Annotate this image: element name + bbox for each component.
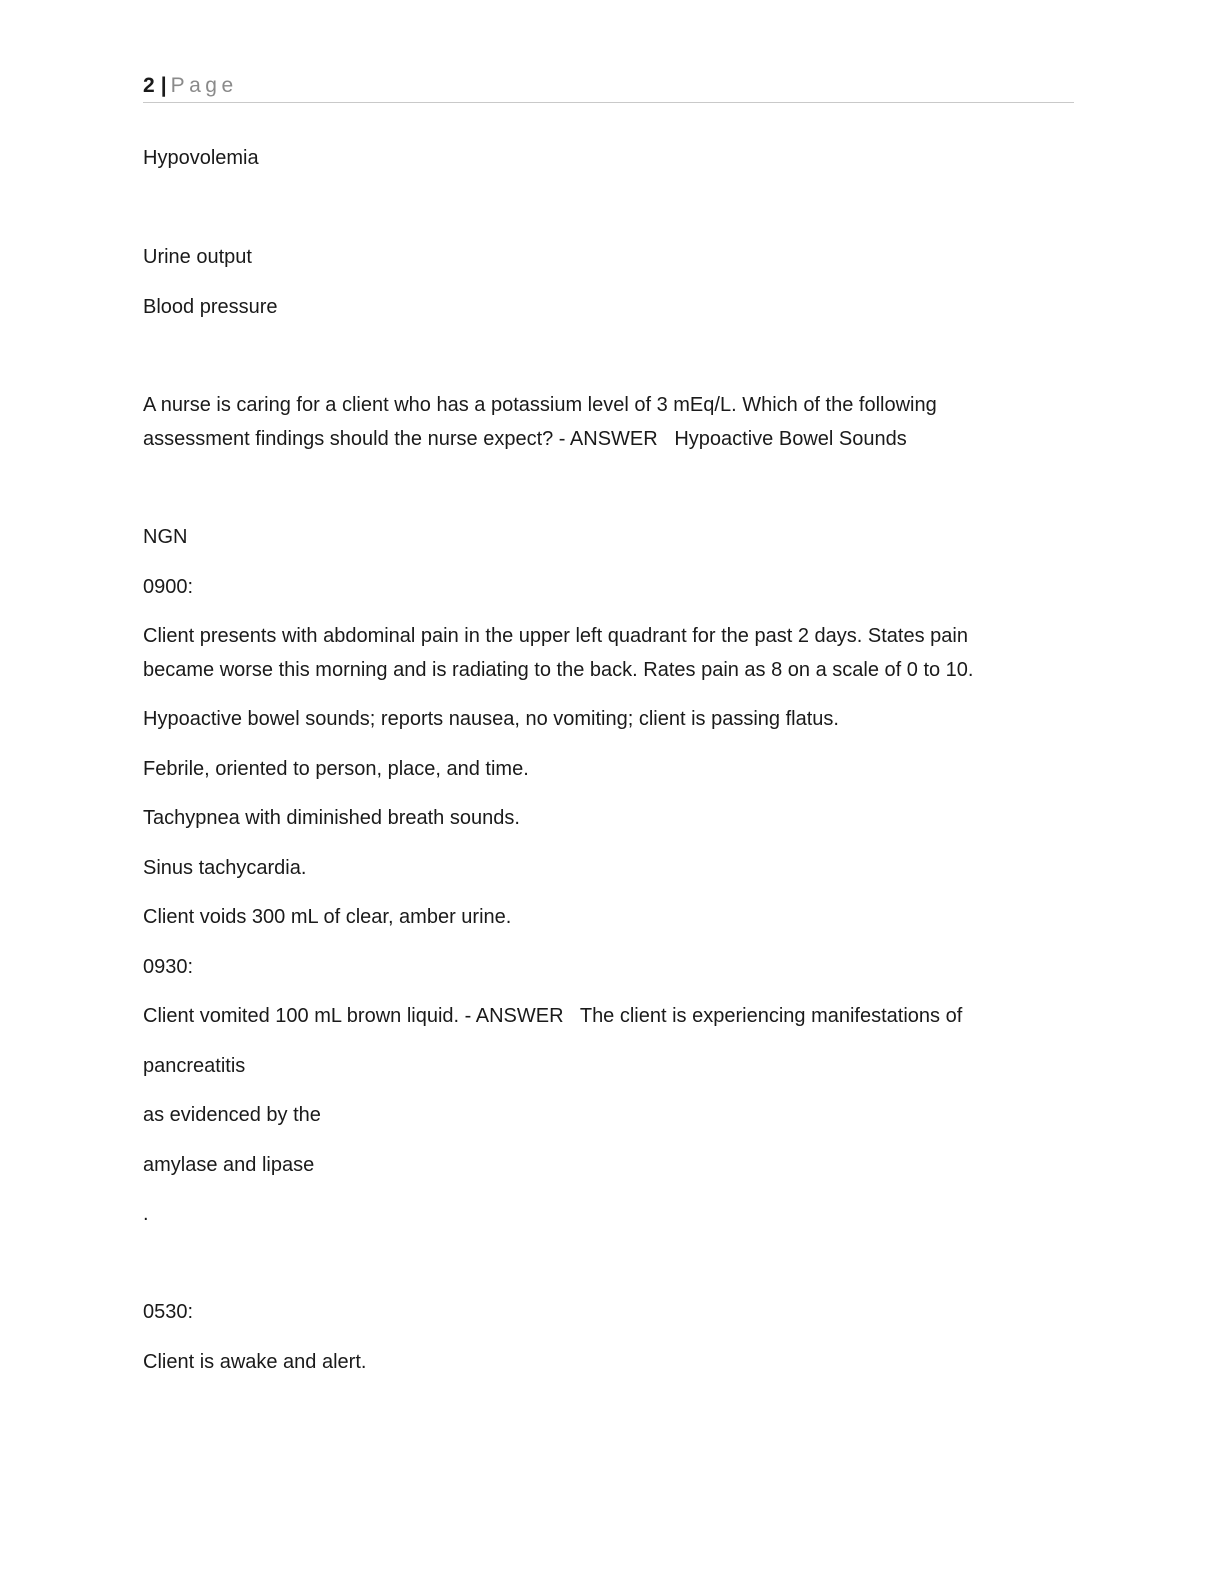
time-0530: 0530: <box>143 1301 194 1323</box>
question-potassium-line-2: assessment findings should the nurse expect? - ANSWER Hypoactive Bowel Sounds <box>143 428 907 450</box>
note-abdominal-pain-line-2: became worse this morning and is radiating to the back. Rates pain as 8 on a scale of 0 to 10. <box>143 659 974 681</box>
note-sinus-tachycardia: Sinus tachycardia. <box>143 857 307 879</box>
note-vomited-answer: Client vomited 100 mL brown liquid. - ANSWER The client is experiencing manifestations of <box>143 1005 963 1027</box>
text-line-urine-output: Urine output <box>143 246 252 268</box>
note-awake-alert: Client is awake and alert. <box>143 1351 367 1373</box>
section-heading-ngn: NGN <box>143 526 188 548</box>
answer-period: . <box>143 1203 149 1225</box>
time-0900: 0900: <box>143 576 194 598</box>
time-0930: 0930: <box>143 956 194 978</box>
page-separator: | <box>160 74 167 97</box>
text-line-hypovolemia: Hypovolemia <box>143 147 259 169</box>
note-bowel-sounds: Hypoactive bowel sounds; reports nausea, no vomiting; client is passing flatus. <box>143 708 839 730</box>
page-label: Page <box>170 74 238 97</box>
page-number: 2 <box>143 74 155 97</box>
answer-amylase-lipase: amylase and lipase <box>143 1154 315 1176</box>
answer-pancreatitis: pancreatitis <box>143 1055 246 1077</box>
answer-evidenced-by: as evidenced by the <box>143 1104 321 1126</box>
note-urine-void: Client voids 300 mL of clear, amber urine. <box>143 906 512 928</box>
note-abdominal-pain-line-1: Client presents with abdominal pain in the upper left quadrant for the past 2 days. States pain <box>143 625 968 647</box>
note-tachypnea: Tachypnea with diminished breath sounds. <box>143 807 520 829</box>
text-line-blood-pressure: Blood pressure <box>143 296 278 318</box>
question-potassium-line-1: A nurse is caring for a client who has a potassium level of 3 mEq/L. Which of the following <box>143 394 937 416</box>
page-header <box>143 72 1074 103</box>
note-febrile: Febrile, oriented to person, place, and time. <box>143 758 529 780</box>
